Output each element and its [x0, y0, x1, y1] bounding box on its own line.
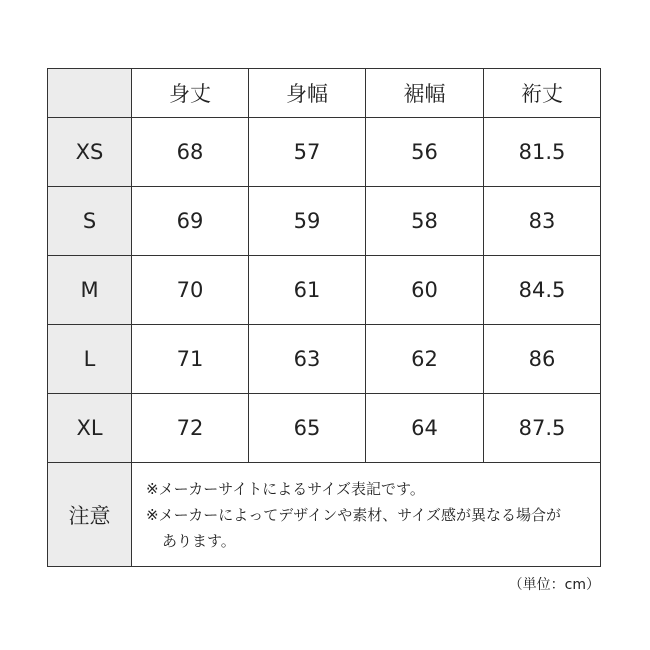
- table-cell: 56: [366, 118, 484, 187]
- table-cell: 62: [366, 325, 484, 394]
- header-sleeve-length: 裄丈: [484, 69, 601, 118]
- table-cell: 86: [484, 325, 601, 394]
- table-cell: 65: [249, 394, 366, 463]
- table-cell: 61: [249, 256, 366, 325]
- table-cell: 81.5: [484, 118, 601, 187]
- table-cell: 57: [249, 118, 366, 187]
- note-label: 注意: [48, 463, 132, 567]
- header-body-length: 身丈: [132, 69, 249, 118]
- note-text: [132, 463, 601, 567]
- size-label: XL: [48, 394, 132, 463]
- table-cell: 87.5: [484, 394, 601, 463]
- table-cell: 71: [132, 325, 249, 394]
- table-row-xs: [48, 118, 601, 187]
- size-label: L: [48, 325, 132, 394]
- header-hem-width: 裾幅: [366, 69, 484, 118]
- table-cell: 84.5: [484, 256, 601, 325]
- table-cell: 58: [366, 187, 484, 256]
- note-row: [48, 463, 601, 567]
- note-line: ※メーカーサイトによるサイズ表記です。: [146, 479, 425, 498]
- table-cell: 70: [132, 256, 249, 325]
- table-row-xl: [48, 394, 601, 463]
- size-chart-table: [47, 68, 601, 567]
- size-label: S: [48, 187, 132, 256]
- corner-cell: [48, 69, 132, 118]
- size-label: M: [48, 256, 132, 325]
- header-body-width: 身幅: [249, 69, 366, 118]
- table-cell: 83: [484, 187, 601, 256]
- table-cell: 72: [132, 394, 249, 463]
- table-cell: 63: [249, 325, 366, 394]
- table-row-m: [48, 256, 601, 325]
- table-cell: 64: [366, 394, 484, 463]
- table-row-l: [48, 325, 601, 394]
- table-cell: 60: [366, 256, 484, 325]
- table-cell: 68: [132, 118, 249, 187]
- table-row-s: [48, 187, 601, 256]
- note-line: ※メーカーによってデザインや素材、サイズ感が異なる場合が: [146, 505, 562, 524]
- note-line: あります。: [162, 531, 236, 550]
- table-cell: 59: [249, 187, 366, 256]
- header-row: [48, 69, 601, 118]
- table-cell: 69: [132, 187, 249, 256]
- size-label: XS: [48, 118, 132, 187]
- unit-label: （単位：cm）: [508, 577, 600, 593]
